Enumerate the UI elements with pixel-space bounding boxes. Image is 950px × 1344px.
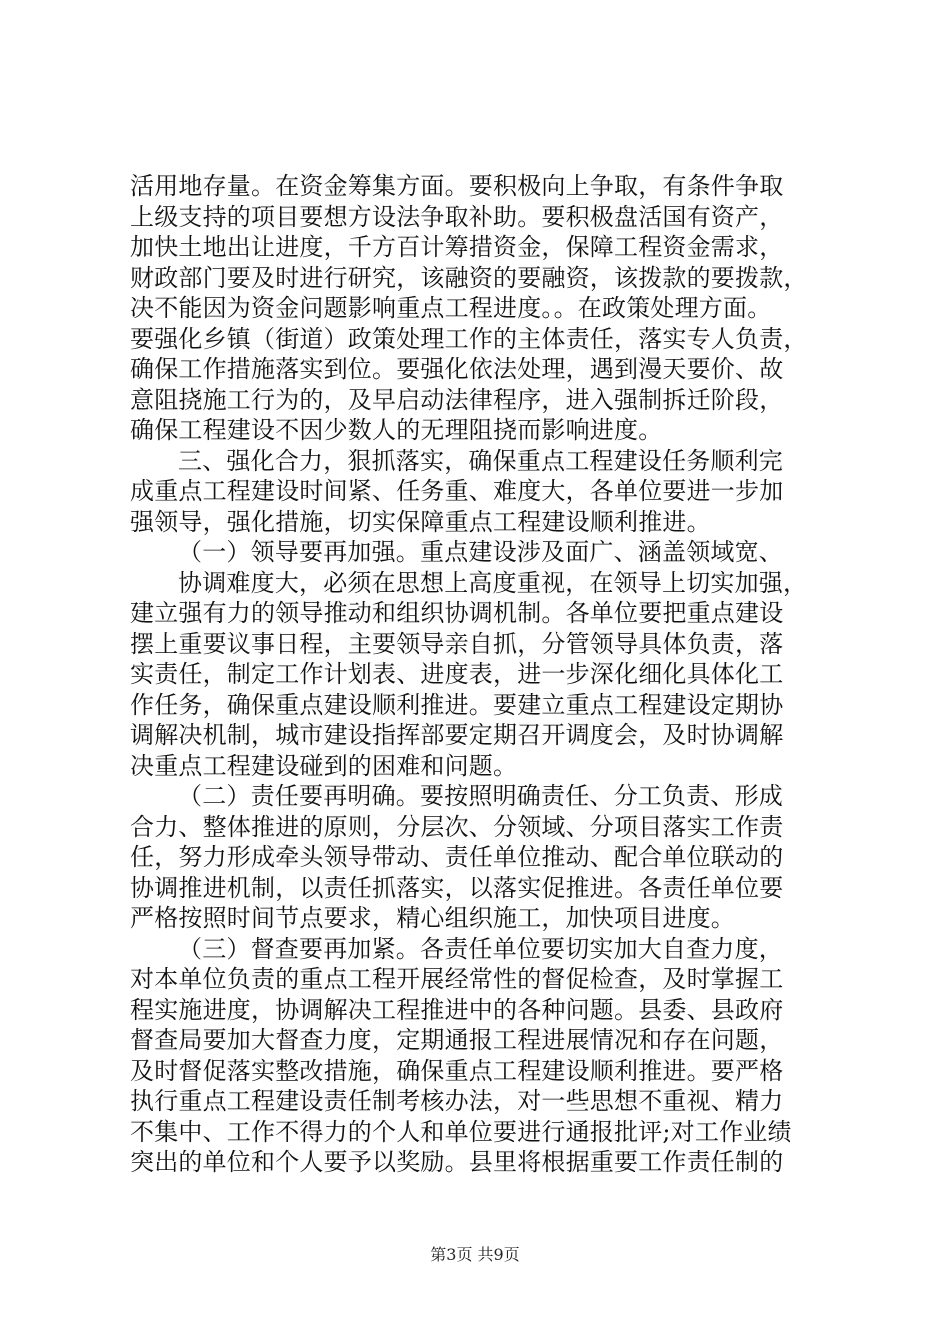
subsection-heading-line: （三）督查要再加紧。各责任单位要切实加大自查力度， [178,934,783,963]
text-line: 督查局要加大督查力度，定期通报工程进展情况和存在问题， [130,1026,784,1054]
text-line: 协调推进机制，以责任抓落实，以落实促推进。各责任单位要 [130,873,784,902]
body-text [130,171,830,1178]
text-line: 意阻挠施工行为的，及早启动法律程序，进入强制拆迁阶段， [130,385,784,414]
subsection-heading-line: （二）责任要再明确。要按照明确责任、分工负责、形成 [178,782,783,810]
page-number: 第3页 共9页 [430,1245,520,1264]
text-line: 作任务，确保重点建设顺利推进。要建立重点工程建设定期协 [130,690,784,719]
text-line: 执行重点工程建设责任制考核办法，对一些思想不重视、精力 [130,1087,784,1115]
text-line: 加快土地出让进度，千方百计筹措资金，保障工程资金需求， [130,233,784,261]
text-line: 决重点工程建设碰到的困难和问题。 [130,751,518,780]
text-line: 摆上重要议事日程，主要领导亲自抓，分管领导具体负责，落 [130,629,784,658]
text-line: 及时督促落实整改措施，确保重点工程建设顺利推进。要严格 [130,1056,784,1085]
section-heading-line: 三、强化合力，狠抓落实，确保重点工程建设任务顺利完 [178,446,783,475]
text-line: 强领导，强化措施，切实保障重点工程建设顺利推进。 [130,507,711,536]
text-line: 合力、整体推进的原则，分层次、分领域、分项目落实工作责 [130,812,784,841]
text-line: 程实施进度，协调解决工程推进中的各种问题。县委、县政府 [130,995,784,1024]
text-line: 决不能因为资金问题影响重点工程进度。。在政策处理方面。 [130,294,772,322]
text-line: 任，努力形成牵头领导带动、责任单位推动、配合单位联动的 [130,843,784,871]
text-line: 调解决机制，城市建设指挥部要定期召开调度会，及时协调解 [130,721,784,749]
text-line: 财政部门要及时进行研究，该融资的要融资，该拨款的要拨款， [130,263,808,292]
text-line: 确保工程建设不因少数人的无理阻挠而影响进度。 [130,416,663,444]
text-line: 上级支持的项目要想方设法争取补助。要积极盘活国有资产， [130,202,784,231]
text-line: 确保工作措施落实到位。要强化依法处理，遇到漫天要价、故 [130,355,784,383]
text-line: 成重点工程建设时间紧、任务重、难度大，各单位要进一步加 [130,477,784,505]
text-line: 要强化乡镇（街道）政策处理工作的主体责任，落实专人负责， [130,324,808,353]
text-line: 协调难度大，必须在思想上高度重视，在领导上切实加强， [178,568,808,597]
text-line: 活用地存量。在资金筹集方面。要积极向上争取，有条件争取 [130,172,784,200]
text-line: 突出的单位和个人要予以奖励。县里将根据重要工作责任制的 [130,1148,784,1176]
text-line: 建立强有力的领导推动和组织协调机制。各单位要把重点建设 [130,599,784,627]
subsection-heading-line: （一）领导要再加强。重点建设涉及面广、涵盖领域宽、 [178,538,783,566]
text-line: 实责任，制定工作计划表、进度表，进一步深化细化具体化工 [130,660,784,688]
text-line: 对本单位负责的重点工程开展经常性的督促检查，及时掌握工 [130,965,784,993]
text-line: 不集中、工作不得力的个人和单位要进行通报批评;对工作业绩 [130,1117,792,1146]
text-line: 严格按照时间节点要求，精心组织施工，加快项目进度。 [130,904,735,932]
